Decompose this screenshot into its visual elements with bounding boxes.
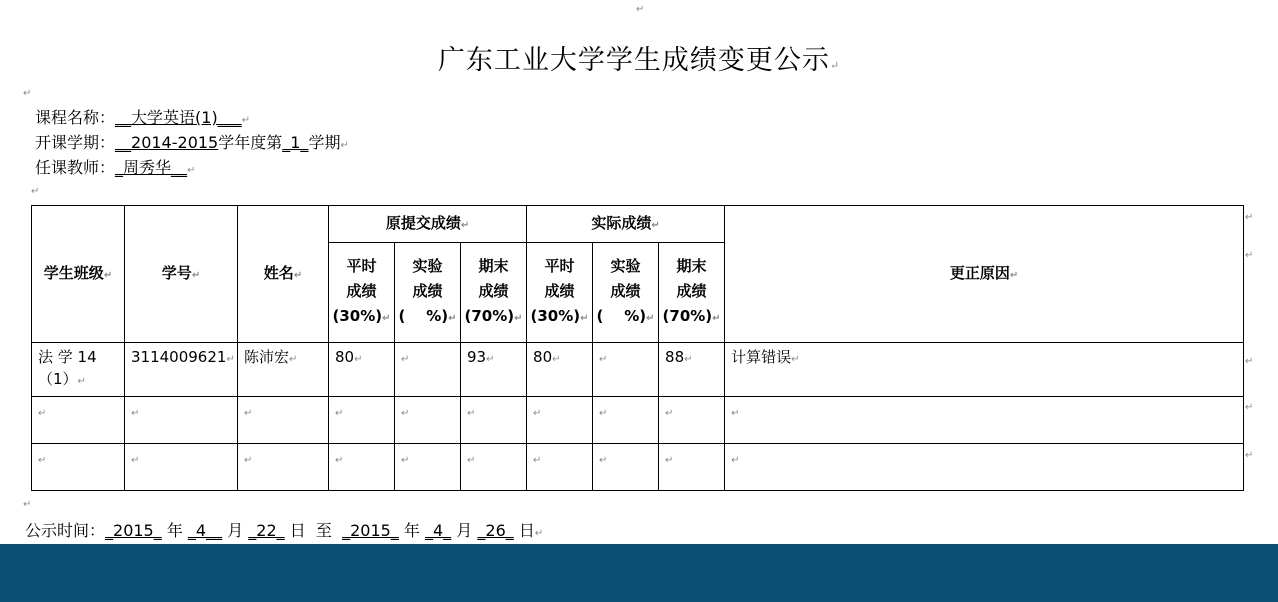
- paragraph-mark: ↵: [340, 140, 349, 151]
- cell-orig-usual: 80↵: [329, 343, 395, 397]
- header-reason: 更正原因↵: [725, 206, 1244, 343]
- course-label: 课程名称：: [35, 108, 116, 127]
- paragraph-mark: ↵: [23, 499, 32, 510]
- cell-act-lab: ↵: [593, 343, 659, 397]
- cell-orig-lab: ↵: [395, 343, 461, 397]
- header-act-final: 期末 成绩 (70%)↵: [659, 243, 725, 343]
- page-title: [0, 38, 1278, 77]
- title-text: 广东工业大学学生成绩变更公示: [437, 45, 830, 76]
- header-act-usual: 平时 成绩 (30%)↵: [527, 243, 593, 343]
- row-end-mark: ↵: [1245, 212, 1254, 223]
- term-mid-text: 学年度第: [218, 133, 283, 152]
- header-actual: 实际成绩↵: [527, 206, 725, 243]
- table-row-empty: ↵ ↵ ↵ ↵ ↵ ↵ ↵ ↵ ↵ ↵: [32, 397, 1244, 444]
- cell-act-usual: 80↵: [527, 343, 593, 397]
- grades-table: [31, 205, 1244, 491]
- paragraph-mark: ↵: [187, 165, 196, 176]
- header-act-lab: 实验 成绩 ( %)↵: [593, 243, 659, 343]
- cell-act-final: 88↵: [659, 343, 725, 397]
- row-end-mark: ↵: [1245, 450, 1254, 461]
- paragraph-mark: ↵: [31, 186, 40, 197]
- row-end-mark: ↵: [1245, 250, 1254, 261]
- row-end-mark: ↵: [1245, 356, 1254, 367]
- header-orig-usual: 平时 成绩 (30%)↵: [329, 243, 395, 343]
- header-orig-final: 期末 成绩 (70%)↵: [461, 243, 527, 343]
- teacher-label: 任课教师：: [35, 158, 116, 177]
- teacher-value: _周秀华__: [115, 158, 188, 177]
- table-row: [32, 343, 1244, 397]
- cell-orig-final: 93↵: [461, 343, 527, 397]
- course-value: __大学英语(1)___: [115, 108, 242, 127]
- paragraph-mark: ↵: [23, 88, 32, 99]
- time-label: 公示时间：: [25, 521, 106, 540]
- cell-id: 3114009621↵: [125, 343, 238, 397]
- course-line: [35, 107, 250, 132]
- term-label: 开课学期：: [35, 133, 116, 152]
- term-number: _1_: [282, 133, 309, 152]
- header-orig-lab: 实验 成绩 ( %)↵: [395, 243, 461, 343]
- paragraph-mark: ↵: [829, 59, 841, 72]
- paragraph-mark: ↵: [241, 115, 251, 126]
- header-class: 学生班级↵: [32, 206, 125, 343]
- bottom-overlay-bar: [0, 544, 1278, 602]
- teacher-line: [35, 157, 195, 182]
- cell-class: 法 学 14 （1）↵: [32, 343, 125, 397]
- header-name: 姓名↵: [238, 206, 329, 343]
- term-end-text: 学期: [308, 133, 341, 152]
- header-id: 学号↵: [125, 206, 238, 343]
- table-row-empty: ↵ ↵ ↵ ↵ ↵ ↵ ↵ ↵ ↵ ↵: [32, 444, 1244, 491]
- header-original: 原提交成绩↵: [329, 206, 527, 243]
- term-year: __2014-2015: [115, 133, 219, 152]
- paragraph-mark: ↵: [636, 4, 645, 15]
- row-end-mark: ↵: [1245, 402, 1254, 413]
- term-line: [35, 132, 349, 157]
- announce-time-line: 公示时间：_2015_ 年 _4__ 月 _22_ 日 至 _2015_ 年 _4_ 月 _26_ 日↵: [25, 521, 544, 540]
- cell-name: 陈沛宏↵: [238, 343, 329, 397]
- cell-reason: 计算错误↵: [725, 343, 1244, 397]
